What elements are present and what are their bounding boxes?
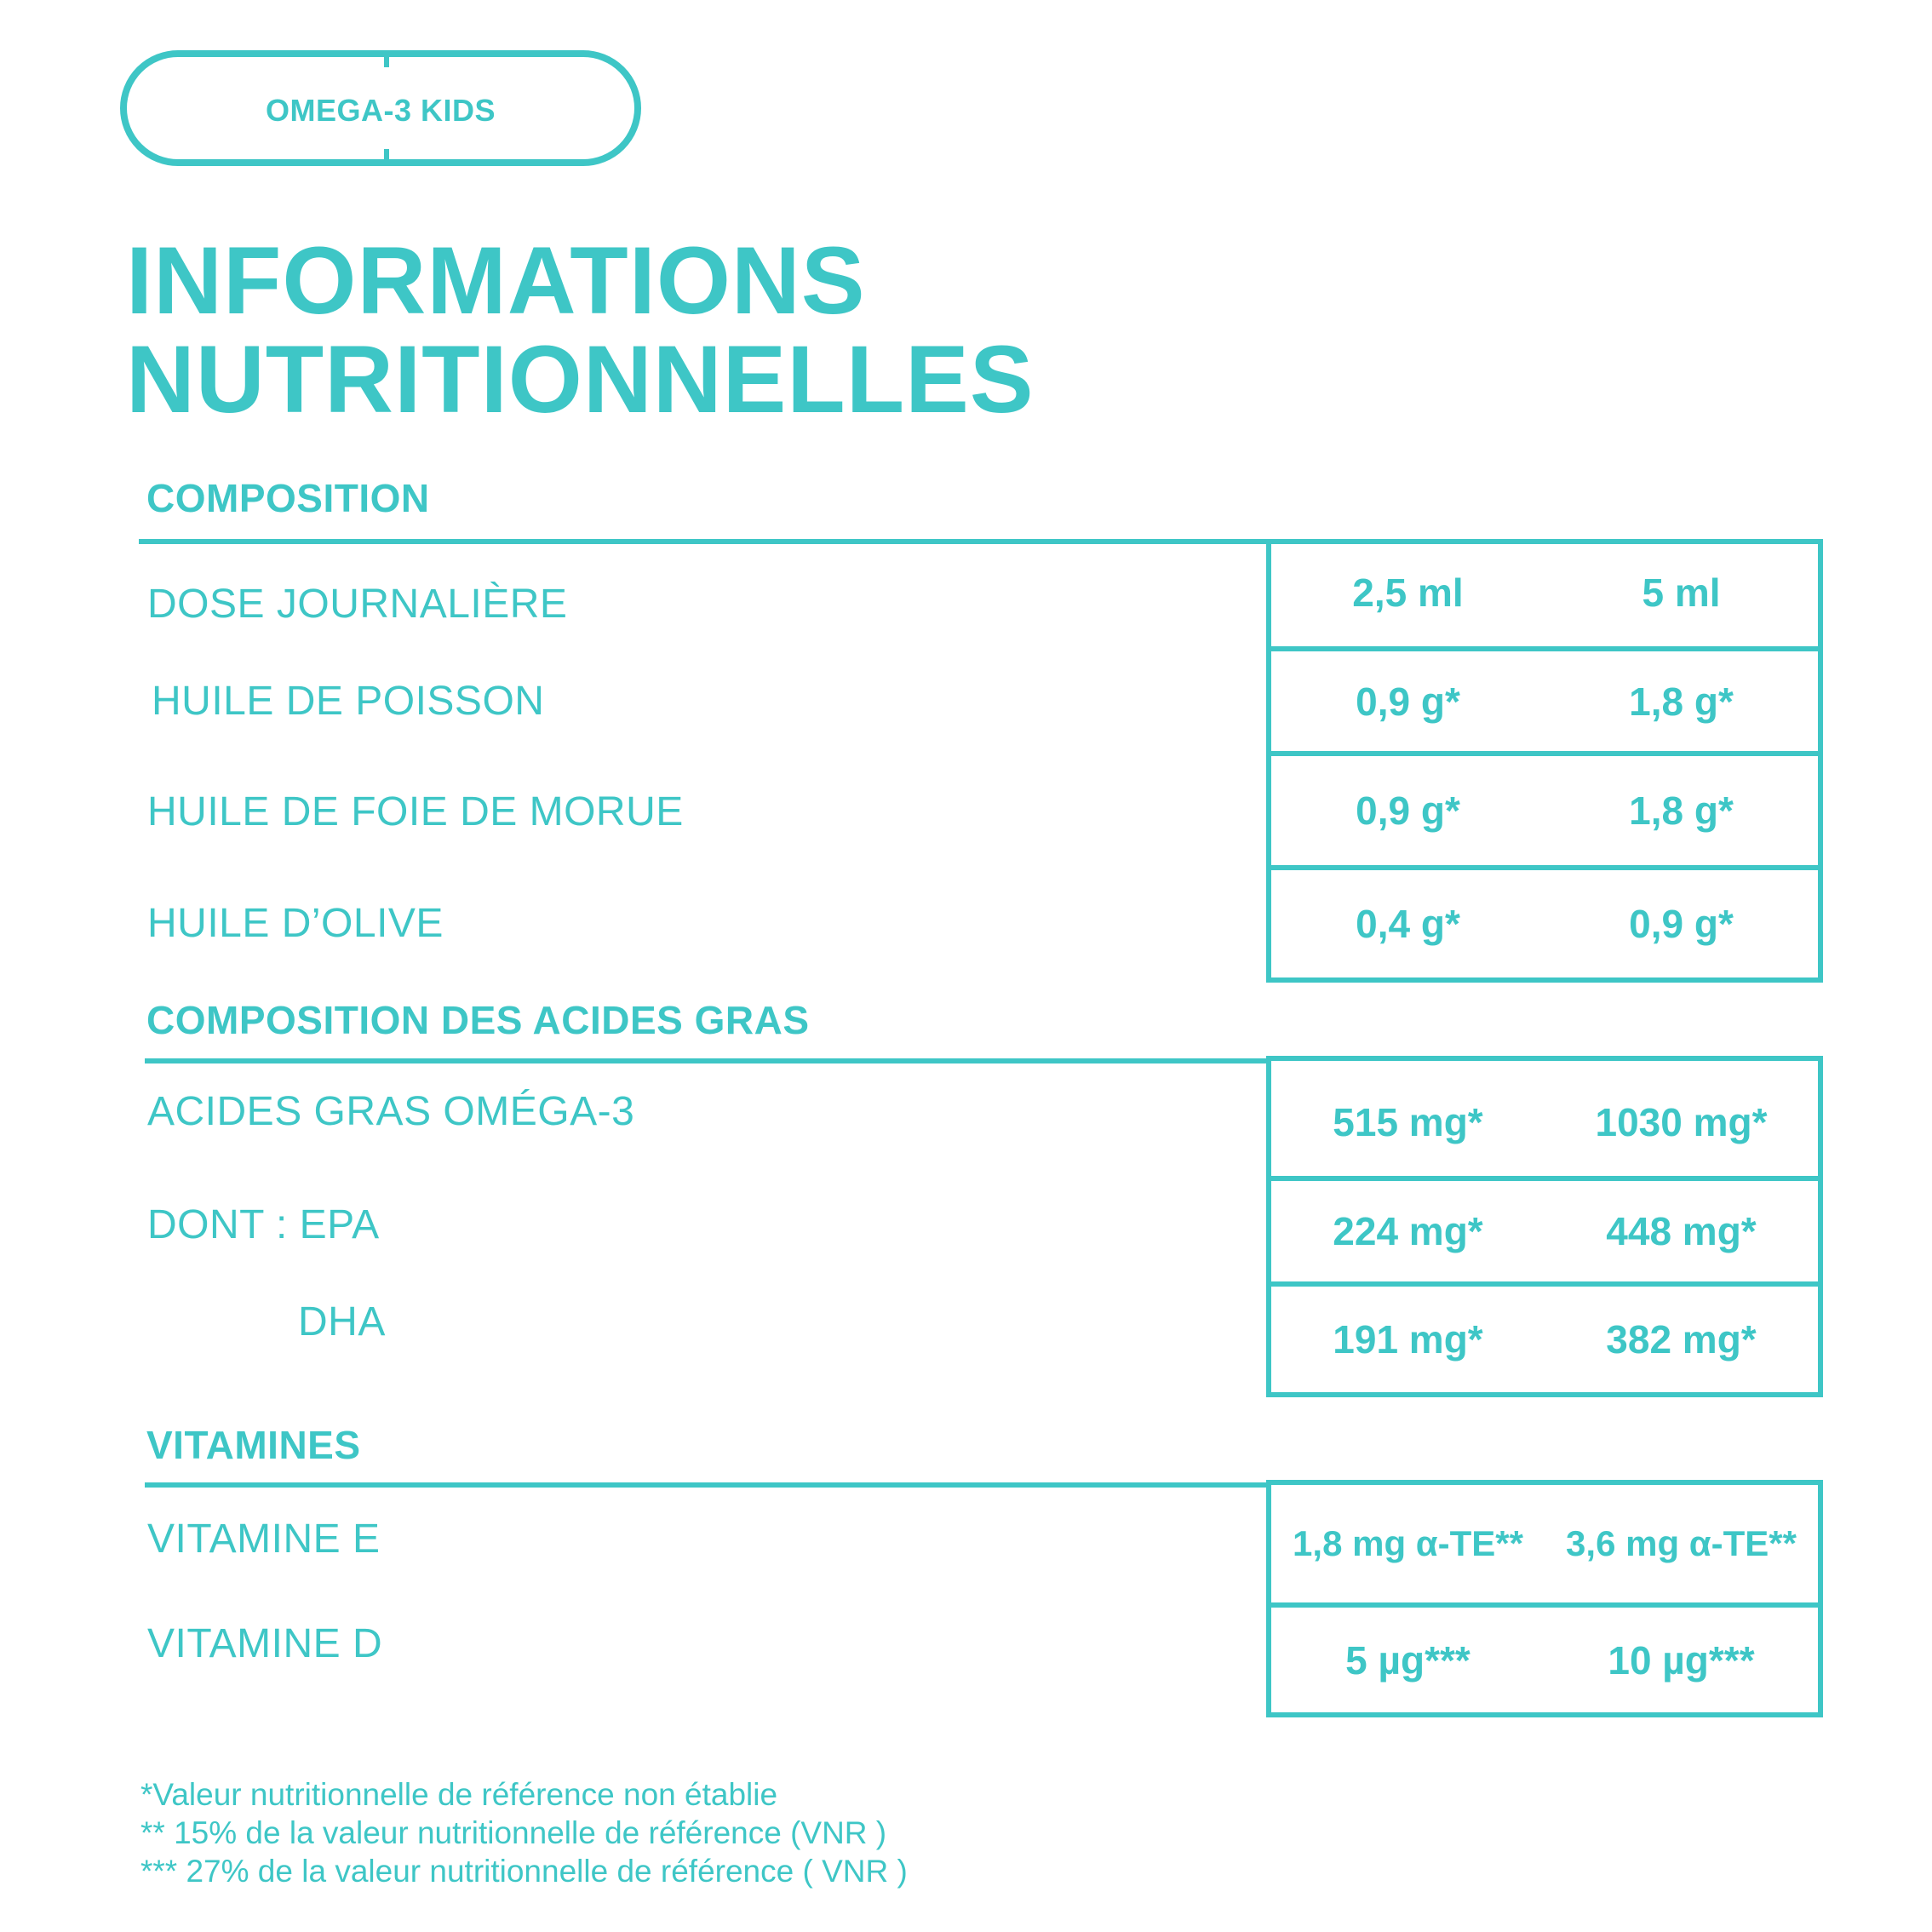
footnote-3: *** 27% de la valeur nutritionnelle de référence ( VNR ) — [140, 1854, 908, 1889]
footnotes — [140, 1775, 908, 1890]
value-cell: 0,9 g* — [1629, 902, 1734, 946]
value-cell: 0,9 g* — [1356, 679, 1460, 724]
row-label-dha: DHA — [298, 1299, 386, 1344]
value-cell: 382 mg* — [1606, 1317, 1757, 1362]
row-label-vitamine-e: VITAMINE E — [147, 1516, 381, 1562]
badge-notch-bottom — [384, 149, 389, 166]
values-box-vitamines — [1266, 1480, 1823, 1717]
value-cell: 1030 mg* — [1595, 1099, 1768, 1144]
table-row — [1271, 544, 1818, 646]
value-cell: 1,8 mg α-TE** — [1293, 1523, 1523, 1563]
section-title-composition: COMPOSITION — [146, 476, 430, 520]
row-label-huile-de-foie-de-morue: HUILE DE FOIE DE MORUE — [147, 789, 684, 834]
value-cell: 448 mg* — [1606, 1209, 1757, 1253]
row-label-epa: DONT : EPA — [147, 1202, 380, 1247]
value-cell: 1,8 g* — [1629, 788, 1734, 833]
values-box-acides-gras — [1266, 1056, 1823, 1397]
table-row — [1271, 1281, 1818, 1392]
table-row — [1271, 751, 1818, 865]
value-cell: 0,4 g* — [1356, 902, 1460, 946]
value-cell: 191 mg* — [1333, 1317, 1483, 1362]
row-label-dose-journaliere: DOSE JOURNALIÈRE — [147, 582, 568, 627]
table-row — [1271, 1602, 1818, 1712]
values-box-composition — [1266, 539, 1823, 983]
table-row — [1271, 1176, 1818, 1281]
section-divider-acides-gras — [145, 1058, 1271, 1063]
value-cell: 5 µg*** — [1345, 1637, 1470, 1683]
table-row — [1271, 865, 1818, 977]
section-title-vitamines: VITAMINES — [146, 1423, 361, 1467]
product-badge — [120, 50, 641, 166]
section-title-acides-gras: COMPOSITION DES ACIDES GRAS — [146, 998, 810, 1042]
table-row — [1271, 1061, 1818, 1176]
badge-label: OMEGA-3 KIDS — [265, 93, 496, 128]
page-title — [126, 227, 1035, 433]
badge-notch-top — [384, 50, 389, 67]
value-cell: 224 mg* — [1333, 1209, 1483, 1253]
row-label-vitamine-d: VITAMINE D — [147, 1621, 383, 1666]
value-cell: 5 ml — [1642, 570, 1721, 615]
page-title-line1: INFORMATIONS — [126, 227, 866, 334]
page-title-line2: NUTRITIONNELLES — [126, 326, 1035, 433]
row-label-huile-d-olive: HUILE D’OLIVE — [147, 901, 444, 946]
table-row — [1271, 646, 1818, 751]
value-cell: 0,9 g* — [1356, 788, 1460, 833]
row-label-huile-de-poisson: HUILE DE POISSON — [152, 679, 545, 724]
section-divider-vitamines — [145, 1482, 1271, 1488]
value-cell: 3,6 mg α-TE** — [1566, 1523, 1797, 1563]
footnote-1: *Valeur nutritionnelle de référence non établie — [140, 1777, 778, 1812]
section-divider-composition — [139, 539, 1271, 544]
value-cell: 10 µg*** — [1608, 1637, 1755, 1683]
value-cell: 515 mg* — [1333, 1099, 1483, 1144]
row-label-acides-gras-omega-3: ACIDES GRAS OMÉGA-3 — [147, 1089, 635, 1134]
value-cell: 2,5 ml — [1352, 570, 1464, 615]
table-row — [1271, 1485, 1818, 1602]
value-cell: 1,8 g* — [1629, 679, 1734, 724]
footnote-2: ** 15% de la valeur nutritionnelle de référence (VNR ) — [140, 1815, 887, 1850]
